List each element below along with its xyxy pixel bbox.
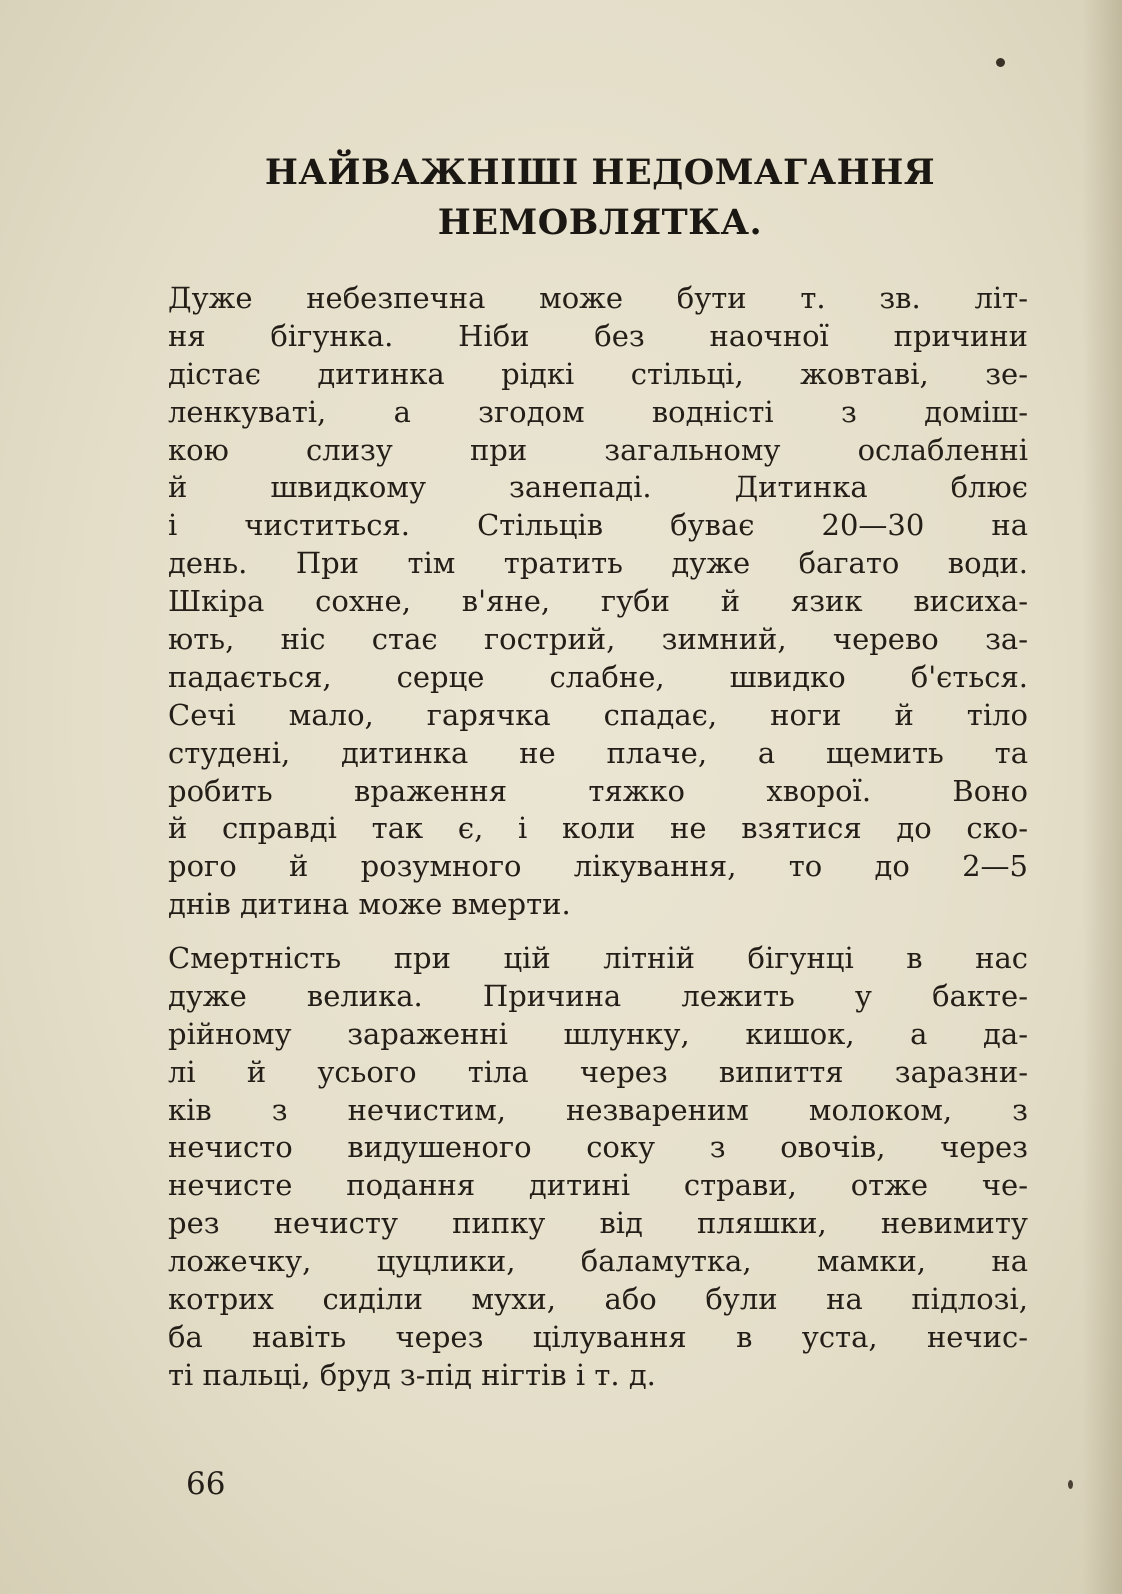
text-line: студені, дитинка не плаче, а щемить та bbox=[168, 735, 1028, 770]
paragraph-1 bbox=[168, 280, 1028, 924]
text-line: дістає дитинка рідкі стільці, жовтаві, зе- bbox=[168, 356, 1028, 391]
text-line: ті пальці, бруд з-під нігтів і т. д. bbox=[168, 1357, 656, 1392]
text-line: днів дитина може вмерти. bbox=[168, 887, 571, 922]
chapter-title-line-1: НАЙВАЖНІШІ НЕДОМАГАННЯ bbox=[264, 152, 936, 193]
text-line: нечисте подання дитині страви, отже че- bbox=[168, 1168, 1028, 1203]
text-line: Сечі мало, гарячка спадає, ноги й тіло bbox=[168, 697, 1028, 732]
text-line: котрих сиділи мухи, або були на підлозі, bbox=[168, 1282, 1028, 1317]
text-line: ленкуваті, а згодом водністі з доміш- bbox=[168, 394, 1028, 429]
text-line: ба навіть через цілування в уста, нечис- bbox=[168, 1319, 1028, 1354]
text-line: день. При тім тратить дуже багато води. bbox=[168, 546, 1028, 581]
text-line: кою слизу при загальному ослабленні bbox=[168, 432, 1028, 467]
text-line: й справді так є, і коли не взятися до ско- bbox=[168, 811, 1028, 846]
text-line: Смертність при цій літній бігунці в нас bbox=[168, 941, 1028, 975]
page-edge-shadow bbox=[1082, 0, 1122, 1594]
text-line: Шкіра сохне, в'яне, губи й язик висиха- bbox=[168, 584, 1028, 619]
ink-spot bbox=[996, 58, 1005, 67]
text-line: лі й усього тіла через випиття заразни- bbox=[168, 1054, 1028, 1089]
text-line: Дуже небезпечна може бути т. зв. літ- bbox=[168, 281, 1028, 315]
paragraph-2 bbox=[168, 940, 1028, 1395]
chapter-title-line-2: НЕМОВЛЯТКА. bbox=[437, 202, 763, 243]
text-line: ложечку, цуцлики, баламутка, мамки, на bbox=[168, 1244, 1028, 1279]
text-line: і чиститься. Стільців буває 20—30 на bbox=[168, 508, 1028, 543]
text-line: рез нечисту пипку від пляшки, невимиту bbox=[168, 1206, 1028, 1241]
text-line: ків з нечистим, незвареним молоком, з bbox=[168, 1092, 1028, 1127]
ink-spot bbox=[1068, 1480, 1073, 1489]
text-line: рійному зараженні шлунку, кишок, а да- bbox=[168, 1016, 1028, 1051]
text-line: й швидкому занепаді. Дитинка блює bbox=[168, 470, 1028, 505]
text-line: ня бігунка. Ніби без наочної причини bbox=[168, 318, 1028, 353]
text-line: ють, ніс стає гострий, зимний, черево за- bbox=[168, 622, 1028, 657]
page-number: 66 bbox=[186, 1466, 226, 1502]
text-line: робить враження тяжко хворої. Воно bbox=[168, 773, 1028, 808]
text-line: рого й розумного лікування, то до 2—5 bbox=[168, 849, 1028, 884]
text-line: дуже велика. Причина лежить у бакте- bbox=[168, 978, 1028, 1013]
text-line: нечисто видушеного соку з овочів, через bbox=[168, 1130, 1028, 1165]
text-line: падається, серце слабне, швидко б'ється. bbox=[168, 659, 1028, 694]
